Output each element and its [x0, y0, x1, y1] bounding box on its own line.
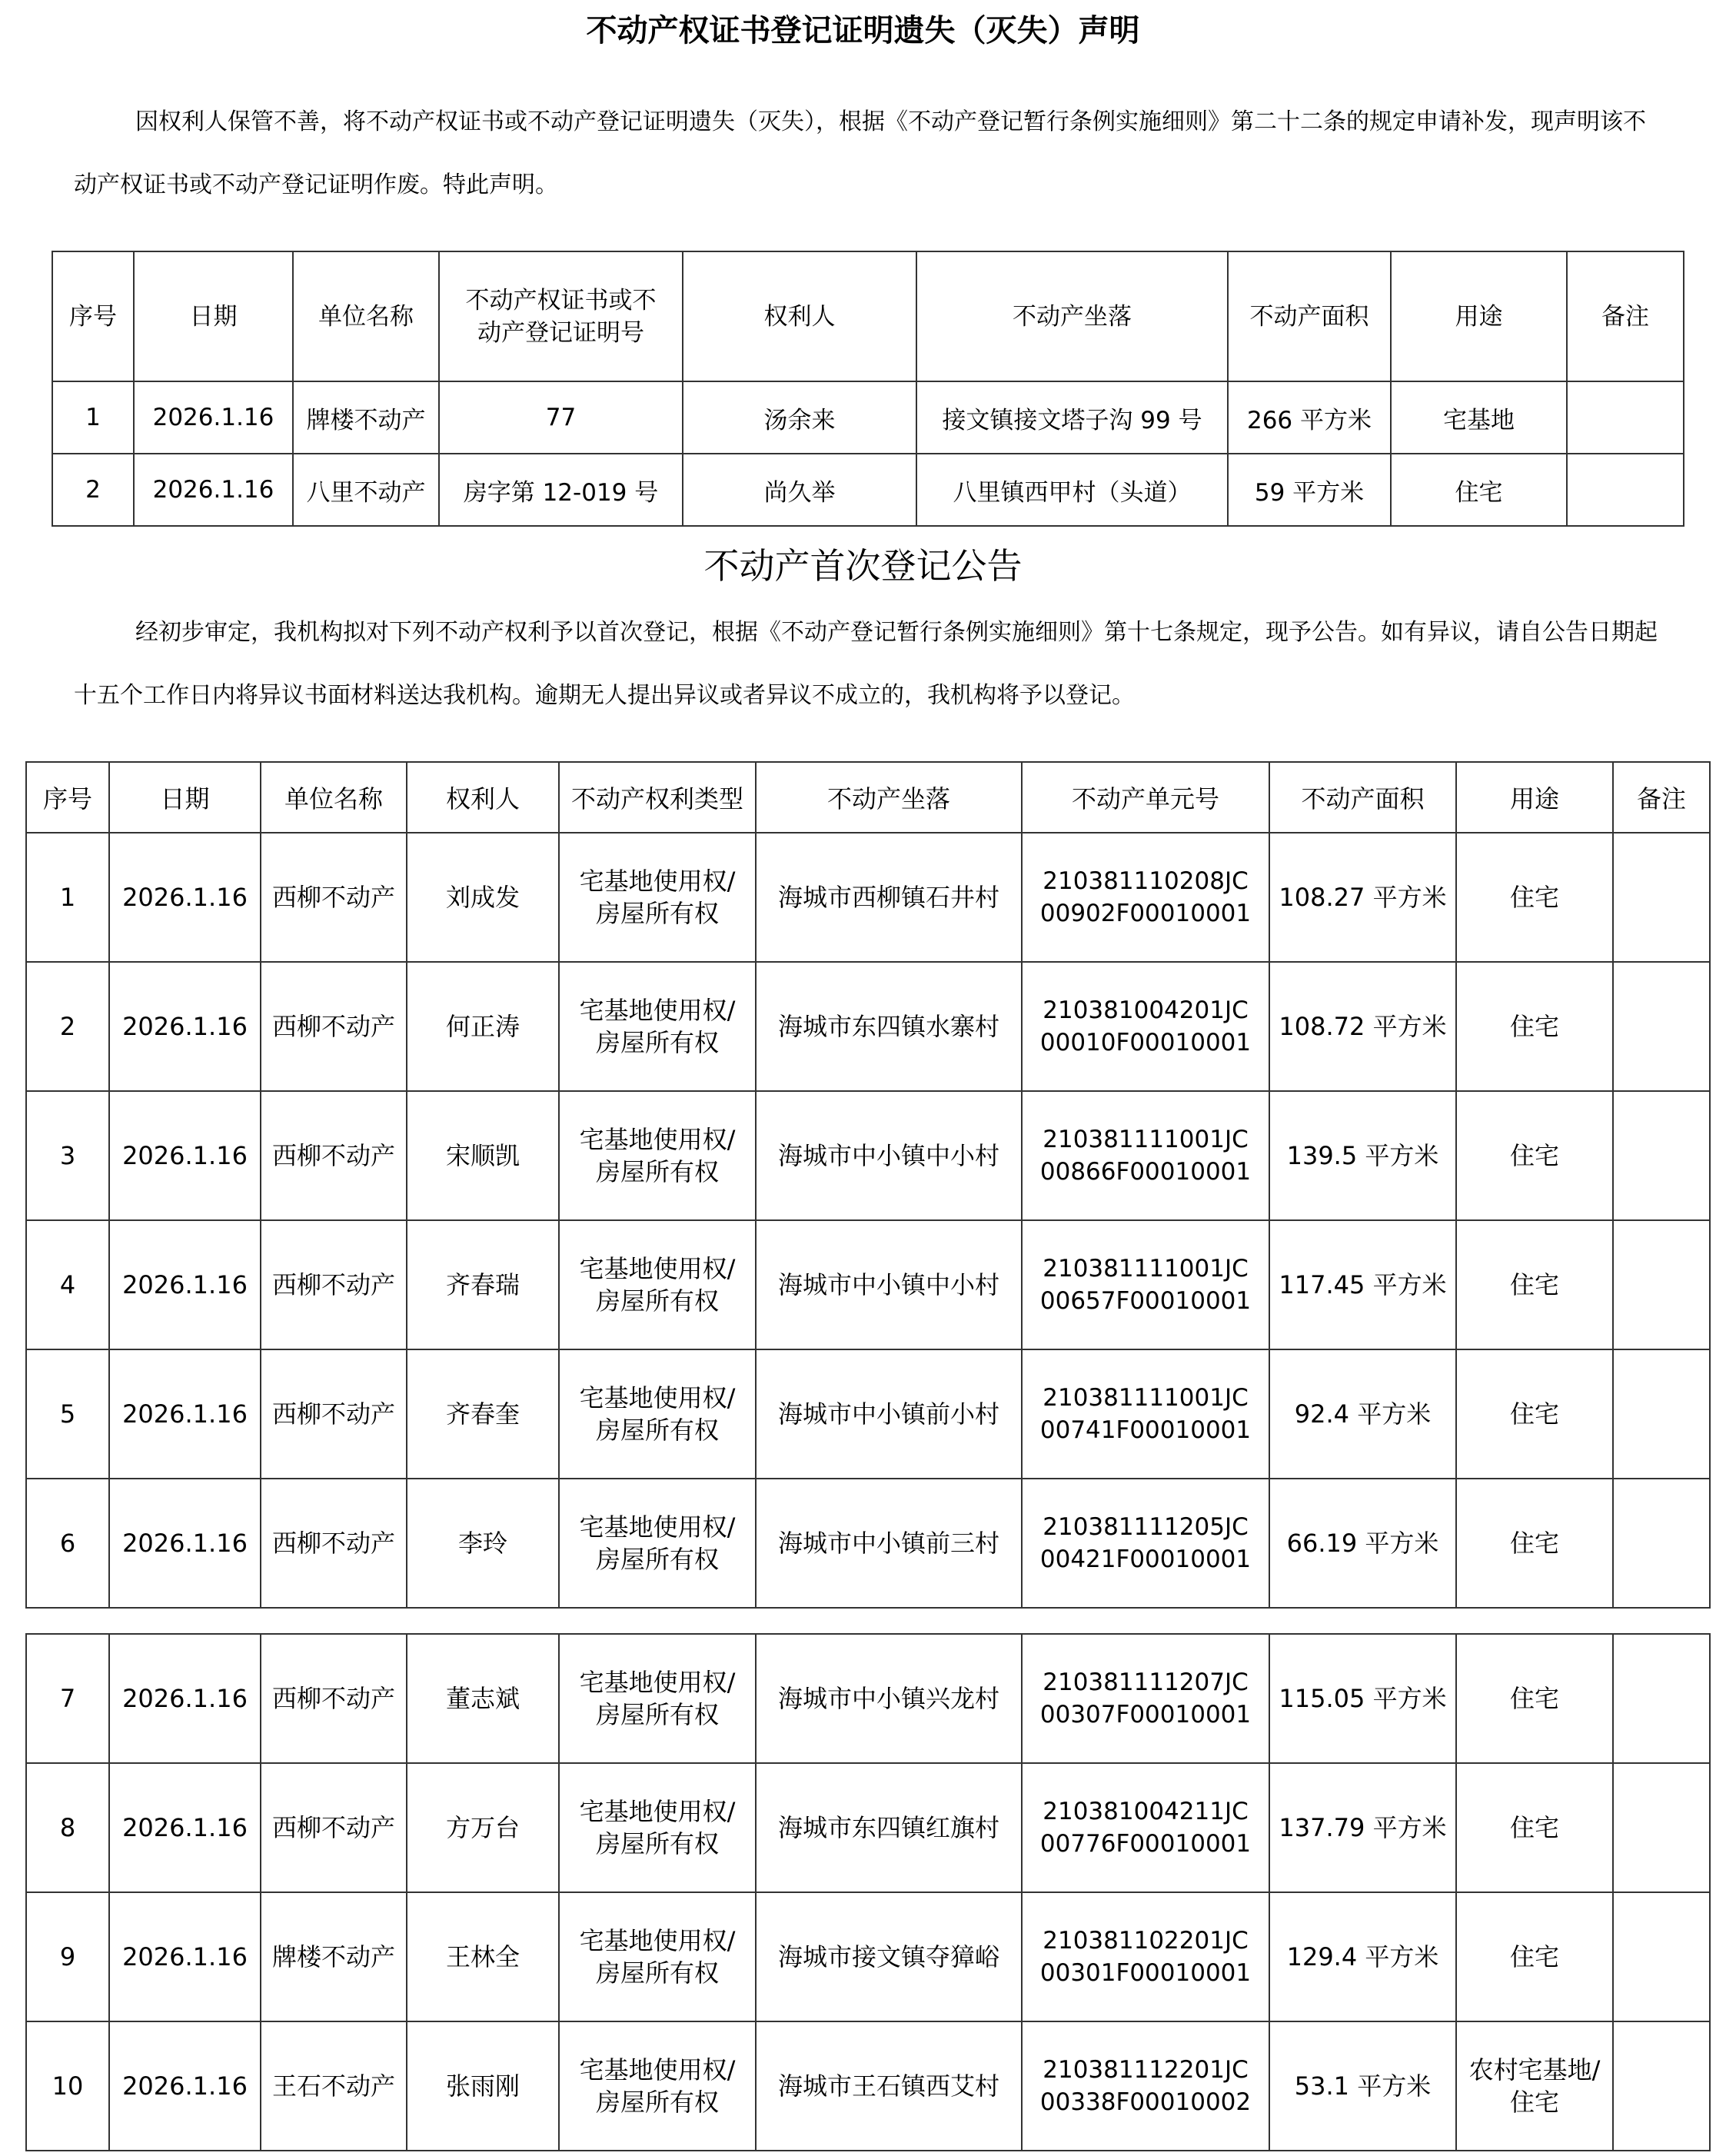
- header-cell: 不动产坐落: [916, 251, 1228, 381]
- header-cell: 备注: [1567, 251, 1684, 381]
- table-header-row: [52, 251, 1684, 381]
- use-line: 住宅: [1509, 1012, 1559, 1041]
- right-type-line: 房屋所有权: [595, 2088, 719, 2117]
- use-line: 住宅: [1509, 1942, 1559, 1971]
- cell-location: 海城市中小镇兴龙村: [756, 1634, 1022, 1763]
- first-registration-paragraph: 经初步审定，我机构拟对下列不动产权利予以首次登记，根据《不动产登记暂行条例实施细则》第十七条规定，现予公告。如有异议，请自公告日期起十五个工作日内将异议书面材料送达我机构。逾期无人提出异议或者异议不成立的，我机构将予以登记。: [74, 619, 1658, 709]
- cell-use: 住宅: [1391, 454, 1567, 526]
- header-cell: 不动产权证书或不动产登记证明号: [439, 251, 683, 381]
- cell-area: 115.05 平方米: [1269, 1634, 1456, 1763]
- cell-note: [1613, 1479, 1710, 1608]
- cell-use: [1456, 1892, 1613, 2021]
- cell-right-type: [559, 1091, 756, 1220]
- cell-unit-code: [1022, 833, 1269, 962]
- unit-code-line: 00010F00010001: [1039, 1029, 1252, 1056]
- cell-note: [1567, 454, 1684, 526]
- table-row: [52, 454, 1684, 526]
- cell-no: 6: [26, 1479, 109, 1608]
- header-cell: 不动产单元号: [1022, 762, 1269, 833]
- unit-code-line: 00902F00010001: [1039, 900, 1252, 927]
- cell-right-type: [559, 1479, 756, 1608]
- header-cell: 序号: [26, 762, 109, 833]
- cell-no: 2: [52, 454, 134, 526]
- first-registration-title: 不动产首次登记公告: [703, 545, 1023, 587]
- cell-location: 海城市中小镇前小村: [756, 1349, 1022, 1479]
- unit-code-line: 210381112201JC: [1043, 2056, 1249, 2084]
- cell-owner: 方万台: [407, 1763, 559, 1892]
- cell-use: [1456, 962, 1613, 1091]
- right-type-line: 房屋所有权: [595, 1958, 719, 1988]
- use-line: 住宅: [1509, 1399, 1559, 1429]
- cell-location: 海城市王石镇西艾村: [756, 2021, 1022, 2151]
- cell-unit-code: [1022, 1349, 1269, 1479]
- cell-unit: 西柳不动产: [261, 1634, 407, 1763]
- right-type-line: 房屋所有权: [595, 1416, 719, 1445]
- cell-area: 139.5 平方米: [1269, 1091, 1456, 1220]
- header-cell: 不动产坐落: [756, 762, 1022, 833]
- cell-date: 2026.1.16: [109, 1091, 261, 1220]
- cell-unit-code: [1022, 1091, 1269, 1220]
- unit-code-line: 00421F00010001: [1039, 1545, 1252, 1573]
- cell-area: 108.27 平方米: [1269, 833, 1456, 962]
- cell-location: 海城市中小镇前三村: [756, 1479, 1022, 1608]
- right-type-line: 宅基地使用权/: [579, 867, 736, 896]
- right-type-line: 房屋所有权: [595, 1157, 719, 1186]
- header-cell: 日期: [109, 762, 261, 833]
- table-row: [26, 2021, 1710, 2151]
- header-cell: 用途: [1456, 762, 1613, 833]
- cell-note: [1613, 1091, 1710, 1220]
- cell-owner: 汤余来: [683, 381, 916, 454]
- right-type-line: 宅基地使用权/: [579, 2055, 736, 2084]
- right-type-line: 房屋所有权: [595, 899, 719, 928]
- first-registration-table: [25, 761, 1711, 1609]
- cell-area: 53.1 平方米: [1269, 2021, 1456, 2151]
- cell-date: 2026.1.16: [109, 1220, 261, 1349]
- table-header-row: [26, 762, 1710, 833]
- use-line: 住宅: [1509, 883, 1559, 912]
- unit-code-line: 00307F00010001: [1039, 1701, 1252, 1728]
- cell-date: 2026.1.16: [134, 454, 293, 526]
- table-row: [26, 1892, 1710, 2021]
- lost-statement-table: [52, 251, 1684, 527]
- lost-statement-paragraph: 因权利人保管不善，将不动产权证书或不动产登记证明遗失（灭失），根据《不动产登记暂行条例实施细则》第二十二条的规定申请补发，现声明该不动产权证书或不动产登记证明作废。特此声明。: [74, 108, 1646, 198]
- cell-no: 1: [26, 833, 109, 962]
- unit-code-line: 00741F00010001: [1039, 1416, 1252, 1444]
- unit-code-line: 210381111001JC: [1043, 1255, 1249, 1283]
- cell-location: 海城市中小镇中小村: [756, 1220, 1022, 1349]
- cell-area: 129.4 平方米: [1269, 1892, 1456, 2021]
- cell-unit: 八里不动产: [293, 454, 439, 526]
- header-cell: 备注: [1613, 762, 1710, 833]
- header-cell: 权利人: [407, 762, 559, 833]
- cell-use: [1456, 1634, 1613, 1763]
- cell-area: 66.19 平方米: [1269, 1479, 1456, 1608]
- cell-date: 2026.1.16: [109, 1634, 261, 1763]
- use-line: 农村宅基地/: [1468, 2055, 1601, 2084]
- cell-unit: 西柳不动产: [261, 1349, 407, 1479]
- header-cell: 用途: [1391, 251, 1567, 381]
- cell-date: 2026.1.16: [109, 833, 261, 962]
- cell-cert: 77: [439, 381, 683, 454]
- cell-right-type: [559, 1763, 756, 1892]
- cell-note: [1613, 1349, 1710, 1479]
- cell-location: 海城市西柳镇石井村: [756, 833, 1022, 962]
- unit-code-line: 210381004211JC: [1043, 1798, 1249, 1825]
- header-cell: 权利人: [683, 251, 916, 381]
- right-type-line: 宅基地使用权/: [579, 1668, 736, 1697]
- first-registration-table-continued: [25, 1633, 1711, 2151]
- cell-no: 9: [26, 1892, 109, 2021]
- table-row: [26, 962, 1710, 1091]
- cell-use: [1456, 1763, 1613, 1892]
- cell-unit: 王石不动产: [261, 2021, 407, 2151]
- table-row: [26, 1220, 1710, 1349]
- cell-location: 海城市东四镇红旗村: [756, 1763, 1022, 1892]
- cell-owner: 齐春瑞: [407, 1220, 559, 1349]
- table-row: [26, 1479, 1710, 1608]
- cell-no: 2: [26, 962, 109, 1091]
- cell-owner: 张雨刚: [407, 2021, 559, 2151]
- header-cell: 单位名称: [293, 251, 439, 381]
- cell-unit: 西柳不动产: [261, 1763, 407, 1892]
- cell-no: 4: [26, 1220, 109, 1349]
- cell-no: 3: [26, 1091, 109, 1220]
- cell-unit-code: [1022, 1634, 1269, 1763]
- cell-note: [1613, 2021, 1710, 2151]
- lost-statement-title: 不动产权证书登记证明遗失（灭失）声明: [586, 13, 1140, 48]
- cell-unit: 西柳不动产: [261, 833, 407, 962]
- cell-use: [1456, 1220, 1613, 1349]
- table-row: [52, 381, 1684, 454]
- cell-right-type: [559, 1892, 756, 2021]
- cell-area: 137.79 平方米: [1269, 1763, 1456, 1892]
- table-row: [26, 1634, 1710, 1763]
- cell-area: 117.45 平方米: [1269, 1220, 1456, 1349]
- cell-right-type: [559, 1220, 756, 1349]
- table-row: [26, 1349, 1710, 1479]
- cell-right-type: [559, 1349, 756, 1479]
- cell-date: 2026.1.16: [109, 1763, 261, 1892]
- cell-date: 2026.1.16: [109, 1892, 261, 2021]
- unit-code-line: 210381111001JC: [1043, 1126, 1249, 1153]
- cell-no: 8: [26, 1763, 109, 1892]
- cell-note: [1613, 1763, 1710, 1892]
- right-type-line: 房屋所有权: [595, 1028, 719, 1057]
- cell-unit: 牌楼不动产: [293, 381, 439, 454]
- cell-note: [1613, 1634, 1710, 1763]
- right-type-line: 房屋所有权: [595, 1700, 719, 1729]
- table-row: [26, 833, 1710, 962]
- unit-code-line: 00657F00010001: [1039, 1287, 1252, 1315]
- cell-use: [1456, 1479, 1613, 1608]
- cell-note: [1613, 962, 1710, 1091]
- cell-use: [1456, 1349, 1613, 1479]
- cell-unit-code: [1022, 2021, 1269, 2151]
- cell-note: [1613, 1892, 1710, 2021]
- cell-unit-code: [1022, 1892, 1269, 2021]
- unit-code-line: 00776F00010001: [1039, 1830, 1252, 1858]
- cell-right-type: [559, 962, 756, 1091]
- cell-use: [1456, 2021, 1613, 2151]
- use-line: 住宅: [1509, 1813, 1559, 1842]
- cell-right-type: [559, 833, 756, 962]
- right-type-line: 宅基地使用权/: [579, 1797, 736, 1826]
- cell-right-type: [559, 1634, 756, 1763]
- cell-date: 2026.1.16: [109, 2021, 261, 2151]
- unit-code-line: 00866F00010001: [1039, 1158, 1252, 1186]
- cell-no: 7: [26, 1634, 109, 1763]
- cell-location: 海城市接文镇夺獐峪: [756, 1892, 1022, 2021]
- cell-owner: 尚久举: [683, 454, 916, 526]
- cell-location: 接文镇接文塔子沟 99 号: [916, 381, 1228, 454]
- header-cell: 单位名称: [261, 762, 407, 833]
- right-type-line: 房屋所有权: [595, 1286, 719, 1316]
- cell-use: 宅基地: [1391, 381, 1567, 454]
- cell-location: 八里镇西甲村（头道）: [916, 454, 1228, 526]
- use-line: 住宅: [1509, 1270, 1559, 1299]
- cell-note: [1613, 833, 1710, 962]
- table-row: [26, 1091, 1710, 1220]
- cell-owner: 李玲: [407, 1479, 559, 1608]
- cell-use: [1456, 833, 1613, 962]
- header-cell: 不动产面积: [1228, 251, 1391, 381]
- cell-unit-code: [1022, 962, 1269, 1091]
- use-line: 住宅: [1509, 1684, 1559, 1713]
- cell-no: 10: [26, 2021, 109, 2151]
- cell-note: [1613, 1220, 1710, 1349]
- cell-unit: 西柳不动产: [261, 1479, 407, 1608]
- table-row: [26, 1763, 1710, 1892]
- cell-area: 108.72 平方米: [1269, 962, 1456, 1091]
- cell-unit: 西柳不动产: [261, 962, 407, 1091]
- header-cell: 序号: [52, 251, 134, 381]
- cell-unit: 西柳不动产: [261, 1091, 407, 1220]
- cell-unit-code: [1022, 1479, 1269, 1608]
- cell-unit-code: [1022, 1220, 1269, 1349]
- cell-no: 1: [52, 381, 134, 454]
- unit-code-line: 210381111001JC: [1043, 1384, 1249, 1412]
- use-line: 住宅: [1509, 1529, 1559, 1558]
- right-type-line: 房屋所有权: [595, 1829, 719, 1858]
- cell-date: 2026.1.16: [109, 1479, 261, 1608]
- unit-code-line: 210381004201JC: [1043, 996, 1249, 1024]
- cell-area: 266 平方米: [1228, 381, 1391, 454]
- cell-note: [1567, 381, 1684, 454]
- cell-date: 2026.1.16: [109, 1349, 261, 1479]
- cell-owner: 董志斌: [407, 1634, 559, 1763]
- cell-location: 海城市东四镇水寨村: [756, 962, 1022, 1091]
- cell-unit: 西柳不动产: [261, 1220, 407, 1349]
- header-cell: 日期: [134, 251, 293, 381]
- unit-code-line: 210381111207JC: [1043, 1669, 1249, 1696]
- cell-unit-code: [1022, 1763, 1269, 1892]
- unit-code-line: 00301F00010001: [1039, 1959, 1252, 1987]
- right-type-line: 宅基地使用权/: [579, 1125, 736, 1154]
- cell-owner: 齐春奎: [407, 1349, 559, 1479]
- unit-code-line: 210381102201JC: [1043, 1927, 1249, 1955]
- cell-area: 59 平方米: [1228, 454, 1391, 526]
- right-type-line: 宅基地使用权/: [579, 1926, 736, 1955]
- cell-location: 海城市中小镇中小村: [756, 1091, 1022, 1220]
- cell-owner: 何正涛: [407, 962, 559, 1091]
- right-type-line: 宅基地使用权/: [579, 996, 736, 1025]
- cell-owner: 王林全: [407, 1892, 559, 2021]
- use-line: 住宅: [1509, 2088, 1559, 2117]
- header-cell: 不动产面积: [1269, 762, 1456, 833]
- cell-owner: 刘成发: [407, 833, 559, 962]
- unit-code-line: 210381111205JC: [1043, 1513, 1249, 1541]
- cell-area: 92.4 平方米: [1269, 1349, 1456, 1479]
- cell-owner: 宋顺凯: [407, 1091, 559, 1220]
- cell-use: [1456, 1091, 1613, 1220]
- cell-cert: 房字第 12-019 号: [439, 454, 683, 526]
- unit-code-line: 00338F00010002: [1039, 2088, 1252, 2116]
- use-line: 住宅: [1509, 1141, 1559, 1170]
- cell-right-type: [559, 2021, 756, 2151]
- right-type-line: 宅基地使用权/: [579, 1383, 736, 1412]
- right-type-line: 宅基地使用权/: [579, 1254, 736, 1283]
- cell-date: 2026.1.16: [109, 962, 261, 1091]
- right-type-line: 房屋所有权: [595, 1545, 719, 1574]
- cell-unit: 牌楼不动产: [261, 1892, 407, 2021]
- cell-no: 5: [26, 1349, 109, 1479]
- right-type-line: 宅基地使用权/: [579, 1512, 736, 1542]
- header-cell: 不动产权利类型: [559, 762, 756, 833]
- unit-code-line: 210381110208JC: [1043, 867, 1249, 895]
- cell-date: 2026.1.16: [134, 381, 293, 454]
